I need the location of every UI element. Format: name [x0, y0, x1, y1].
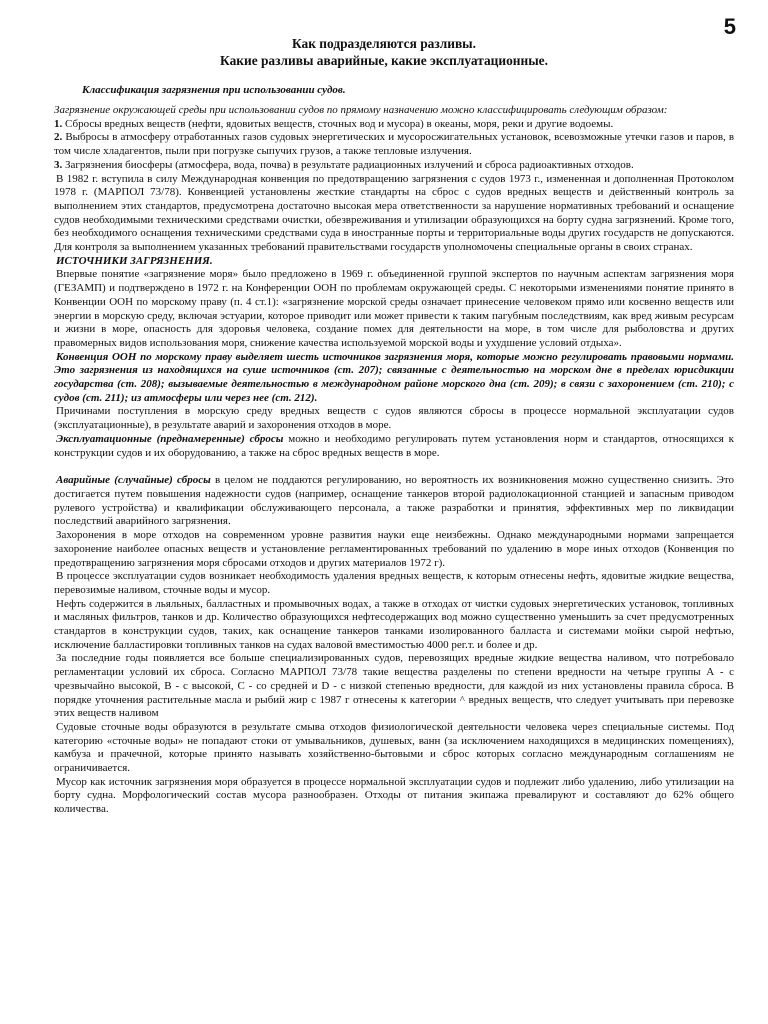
paragraph-oil: Нефть содержится в льяльных, балластных и промывочных водах, а также в отходах от чистки судовых энергетических установок, топливных и масляных фильтров, танков и др. Количество образующихся нефтесодержащих вод можно существенно уменьшить за счет предусмотренных стандартов в конструкции судов, таких, как оснащение танкеров танками изолированного балласта и системами мойки сырой нефтью, исключение балластировки топливных танков на судах валовой вместимостью 4000 рег.т. и более и др. — [54, 597, 734, 651]
paragraph-garbage: Мусор как источник загрязнения моря образуется в процессе нормальной эксплуатации судов и подлежит либо удалению, либо утилизации на борту судна. Морфологический состав мусора разнообразен. Отходы от питания экипажа превалируют и составляют до 62% общего количества. — [54, 775, 734, 816]
paragraph-sewage: Судовые сточные воды образуются в результате смыва отходов физиологической деятельности человека через специальные системы. Под категорию «сточные воды» не попадают стоки от умывальников, душевых, ванн (за исключением находящихся в медицинских помещениях), камбуза и прачечной, которые принято называть хозяйственно-бытовыми и сброс которых согласно международным соглашениям не ограничивается. — [54, 720, 734, 775]
operational-rest: можно и необходимо регулировать путем установления норм и стандартов, относящихся к конструкции судов и их оборудованию, а также на сброс вредных веществ в море. — [54, 432, 734, 459]
list-item-1 — [54, 118, 734, 132]
paragraph-accidental — [54, 474, 734, 529]
sources-heading: ИСТОЧНИКИ ЗАГРЯЗНЕНИЯ. — [56, 254, 213, 267]
paragraph-recent: За последние годы появляется все больше специализированных судов, перевозящих вредные жидкие вещества наливом, что потребовало регламентации условий их сброса. Согласно МАРПОЛ 73/78 такие вещества разделены по степени вредности на четыре группы А - с чрезвычайно высокой, В - с высокой, С - со средней и D - с низкой степенью вредности, для каждой из них установлены правила сброса. В порядке уточнения растительные масла и рыбий жир с 1987 г отнесены к категории ^ вредных веществ, что следует учитывать при перевозке этих веществ наливом — [54, 652, 734, 720]
paragraph-reasons: Причинами поступления в морскую среду вредных веществ с судов являются сбросы в процессе нормальной эксплуатации судов (эксплуатационные), в результате аварий и захоронения отходов в море. — [54, 405, 734, 432]
operational-lead: Эксплуатационные (преднамеренные) сбросы — [56, 432, 284, 445]
list-item-3-text: Загрязнения биосферы (атмосфера, вода, почва) в результате радиационных излучений и сброса радиоактивных отходов. — [65, 158, 634, 171]
document-body — [54, 104, 734, 817]
accidental-rest: в целом не поддаются регулированию, но вероятность их возникновения можно существенно снизить. Это достигается путем повышения надежности судов (например, оснащение танкеров второй радиолокационной станцией и запасным приводом рулевого устройства) и квалификации обслуживающего персонала, а также разработки и принятия, эффективных мер по ликвидации последствий аварийного загрязнения. — [54, 474, 734, 528]
list-item-1-number: 1. — [54, 117, 63, 130]
title-line-2: Какие разливы аварийные, какие эксплуатационные. — [220, 53, 548, 68]
spacer — [54, 460, 734, 474]
accidental-lead: Аварийные (случайные) сбросы — [56, 474, 211, 487]
paragraph-convention: Конвенция ООН по морскому праву выделяет шесть источников загрязнения моря, которые можно регулировать правовыми нормами. Это загрязнения из находящихся на суше источников (ст. 207); связанные с деятельностью на морском дне в пределах юрисдикции государства (ст. 208); вызываемые деятельностью в международном районе морского дна (ст. 209); в связи с захоронением (ст. 210); с судов (ст. 211); из атмосферы или через нее (ст. 212). — [54, 350, 734, 404]
paragraph-1982: В 1982 г. вступила в силу Международная конвенция по предотвращению загрязнения с судов 1973 г., измененная и дополненная Протоколом 1978 г. (МАРПОЛ 73/78). Конвенцией установлены жесткие стандарты на сброс с судов вредных веществ и действенный контроль за выполнением этих стандартов, предусмотрена достаточно высокая мера ответственности за нарушение нормативных требований и оснащение судов необходимыми техническими средствами очистки, обезвреживания и утилизации образующихся на борту судна загрязнений. Кроме того, без необходимого оснащения техническими средствами суда в иностранные порты и территориальные воды других государств не допускаются. Для контроля за выполнением указанных требований правительствами государств уполномочены специальные органы в своих странах. — [54, 172, 734, 254]
paragraph-operational — [54, 433, 734, 460]
intro-paragraph: Загрязнение окружающей среды при использовании судов по прямому назначению можно классифицировать следующим образом: — [54, 104, 668, 116]
list-item-2-text: Выбросы в атмосферу отработанных газов судовых энергетических и мусоросжигательных установок, всевозможные утечки газов и паров, в том числе хладагентов, пыли при погрузке сыпучих грузов, а также тепловые излучения. — [54, 131, 735, 158]
page-number: 5 — [723, 14, 736, 39]
list-item-2 — [54, 131, 734, 158]
paragraph-process: В процессе эксплуатации судов возникает необходимость удаления вредных веществ, к которым отнесены нефть, ядовитые жидкие вещества, перевозимые наливом, сточные воды и мусор. — [54, 570, 734, 596]
page-title — [0, 35, 768, 69]
list-item-1-text: Сбросы вредных веществ (нефти, ядовитых веществ, сточных вод и мусора) в океаны, моря, реки и другие водоемы. — [65, 117, 614, 130]
paragraph-gesamp: Впервые понятие «загрязнение моря» было предложено в 1969 г. объединенной группой экспертов по научным аспектам загрязнения моря (ГЕЗАМП) и подтверждено в 1972 г. на Конференции ООН по проблемам окружающей среды. С некоторыми изменениями понятие принято в Конвенции ООН по морскому праву (п. 4 ст.1): «загрязнение морской среды означает принесение человеком прямо или косвенно веществ или энергии в морскую среду, включая эстуарии, которое приводит или может привести к таким пагубным последствиям, как вред живым ресурсам и жизни в море, опасность для здоровья человека, создание помех для деятельности на море, в том числе для рыболовства и других правомерных видов использования моря, снижение качества используемой морской воды и ухудшение условий отдыха». — [54, 268, 734, 349]
list-item-3-number: 3. — [54, 158, 63, 171]
list-item-3 — [54, 159, 734, 173]
title-line-1: Как подразделяются разливы. — [292, 36, 476, 51]
list-item-2-number: 2. — [54, 131, 63, 144]
section-heading: Классификация загрязнения при использовании судов. — [82, 84, 346, 96]
paragraph-dumping: Захоронения в море отходов на современном уровне развития науки еще неизбежны. Однако международными нормами запрещается захоронение наиболее опасных веществ и установление регламентированных требований по удалению в море иных отходов (Конвенция по предотвращению загрязнения моря сбросами отходов и других материалов 1972 г). — [54, 529, 734, 569]
